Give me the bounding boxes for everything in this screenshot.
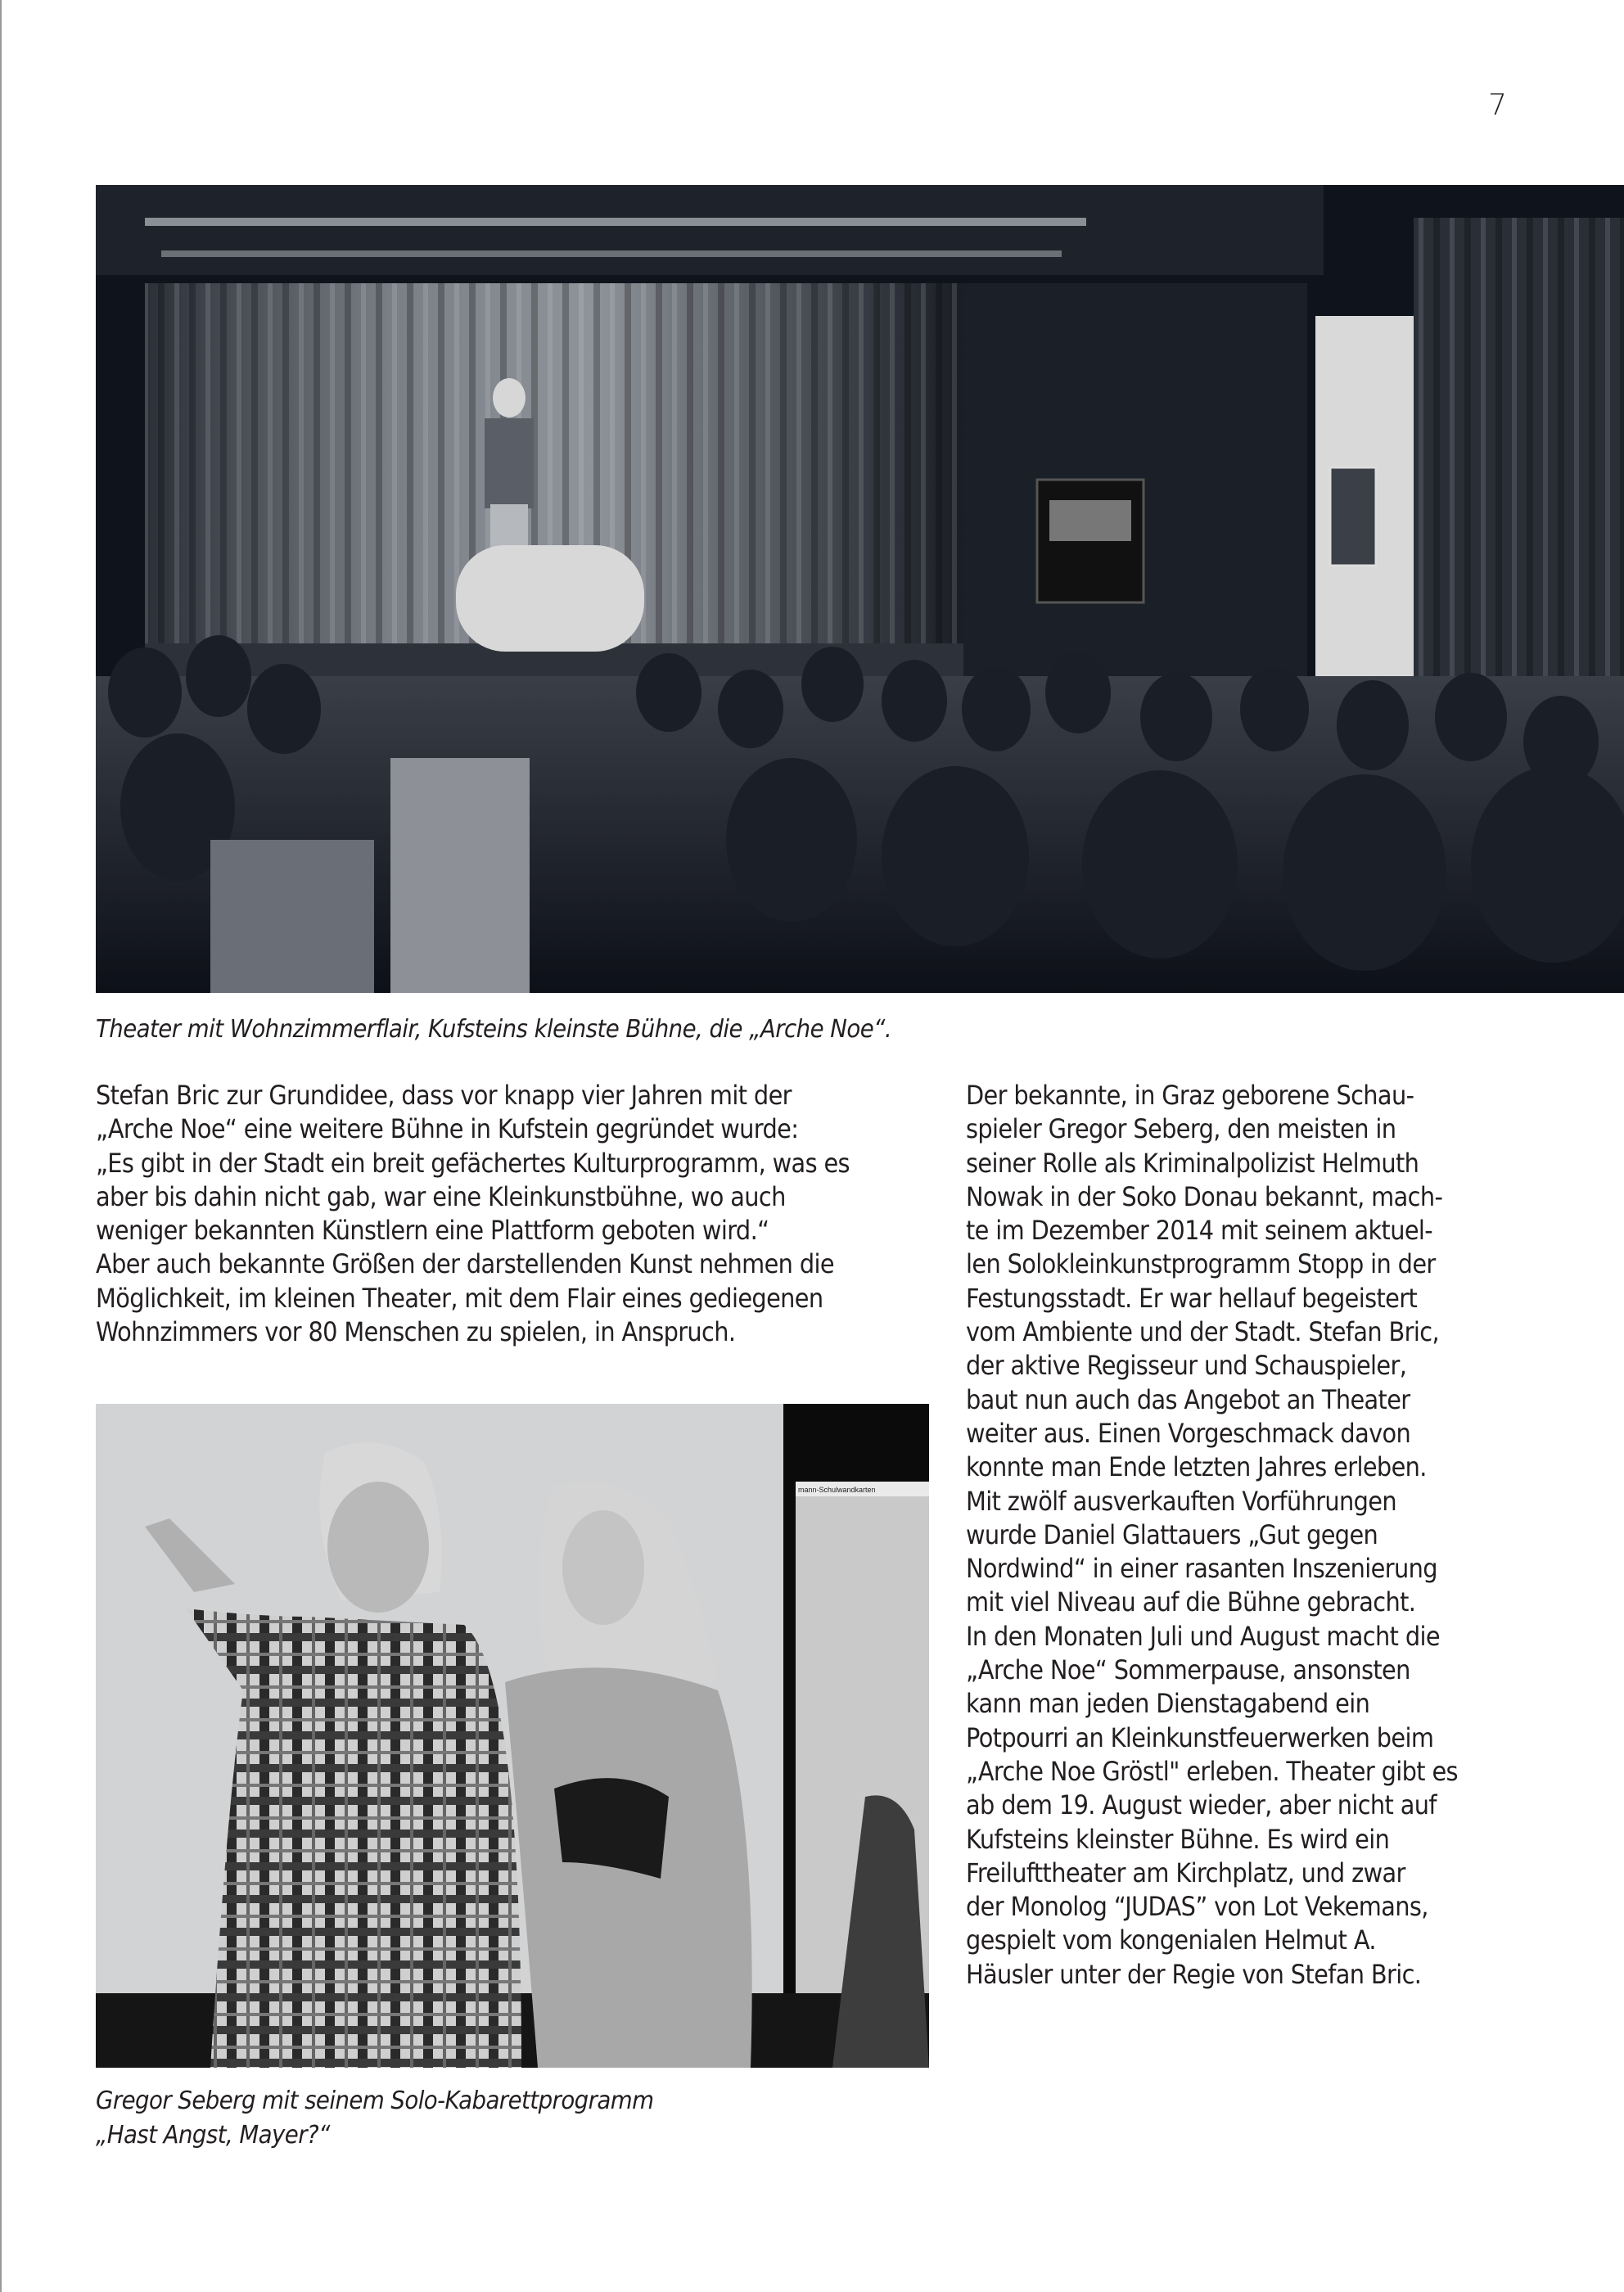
article-line: Häusler unter der Regie von Stefan Bric. <box>966 1958 1422 1990</box>
article-line: Kufsteins kleinster Bühne. Es wird ein <box>966 1823 1390 1855</box>
theater-photo-illustration <box>96 185 1624 993</box>
article-line: „Arche Noe“ Sommerpause, ansonsten <box>966 1654 1410 1686</box>
article-right-column <box>966 1079 1588 1992</box>
article-line: weniger bekannten Künstlern eine Plattform geboten wird.“ <box>96 1215 769 1247</box>
article-line: gespielt vom kongenialen Helmut A. <box>966 1924 1376 1956</box>
article-line: spieler Gregor Seberg, den meisten in <box>966 1113 1396 1145</box>
article-line: Aber auch bekannte Größen der darstellenden Kunst nehmen die <box>96 1248 834 1280</box>
article-line: Freilufttheater am Kirchplatz, und zwar <box>966 1857 1405 1888</box>
article-line: kann man jeden Dienstagabend ein <box>966 1688 1370 1720</box>
article-line: Wohnzimmers vor 80 Menschen zu spielen, in Anspruch. <box>96 1316 736 1348</box>
bottom-caption-line: „Hast Angst, Mayer?“ <box>96 2121 330 2150</box>
article-line: der Monolog “JUDAS” von Lot Vekemans, <box>966 1891 1428 1923</box>
bottom-caption-line: Gregor Seberg mit seinem Solo-Kabarettprogramm <box>96 2087 654 2115</box>
article-line: In den Monaten Juli und August macht die <box>966 1620 1440 1652</box>
page-edge <box>0 0 2 2292</box>
article-line: Der bekannte, in Graz geborene Schau- <box>966 1080 1414 1111</box>
article-left-column <box>96 1079 914 1349</box>
article-line: „Arche Noe“ eine weitere Bühne in Kufstein gegründet wurde: <box>96 1113 799 1145</box>
article-line: konnte man Ende letzten Jahres erleben. <box>966 1451 1427 1483</box>
sign-text: mann-Schulwandkarten <box>798 1486 876 1494</box>
actors-photo <box>96 1404 929 2068</box>
article-line: Nowak in der Soko Donau bekannt, mach- <box>966 1180 1443 1212</box>
article-line: seiner Rolle als Kriminalpolizist Helmuth <box>966 1147 1419 1179</box>
article-line: vom Ambiente und der Stadt. Stefan Bric, <box>966 1316 1439 1348</box>
article-line: weiter aus. Einen Vorgeschmack davon <box>966 1417 1411 1449</box>
article-line: ab dem 19. August wieder, aber nicht auf <box>966 1789 1437 1821</box>
article-line: wurde Daniel Glattauers „Gut gegen <box>966 1518 1378 1550</box>
article-line: mit viel Niveau auf die Bühne gebracht. <box>966 1586 1416 1618</box>
article-line: der aktive Regisseur und Schauspieler, <box>966 1350 1407 1382</box>
article-line: Möglichkeit, im kleinen Theater, mit dem Flair eines gediegenen <box>96 1282 823 1314</box>
article-line: „Arche Noe Gröstl" erleben. Theater gibt es <box>966 1755 1458 1787</box>
article-line: „Es gibt in der Stadt ein breit gefächertes Kulturprogramm, was es <box>96 1147 850 1179</box>
top-photo-caption: Theater mit Wohnzimmerflair, Kufsteins kleinste Bühne, die „Arche Noe“. <box>96 1015 892 1044</box>
article-line: aber bis dahin nicht gab, war eine Kleinkunstbühne, wo auch <box>96 1180 786 1212</box>
article-line: Potpourri an Kleinkunstfeuerwerken beim <box>966 1721 1434 1753</box>
actors-photo-illustration <box>96 1404 929 2068</box>
article-line: Stefan Bric zur Grundidee, dass vor knapp vier Jahren mit der <box>96 1080 792 1111</box>
article-line: te im Dezember 2014 mit seinem aktuel- <box>966 1215 1433 1247</box>
article-line: Nordwind“ in einer rasanten Inszenierung <box>966 1553 1437 1585</box>
page-number: 7 <box>1488 88 1507 122</box>
article-line: baut nun auch das Angebot an Theater <box>966 1383 1410 1415</box>
article-line: Mit zwölf ausverkauften Vorführungen <box>966 1485 1397 1517</box>
article-line: len Solokleinkunstprogramm Stopp in der <box>966 1248 1436 1280</box>
bottom-photo-caption <box>96 2084 849 2153</box>
theater-photo <box>96 185 1624 993</box>
article-line: Festungsstadt. Er war hellauf begeistert <box>966 1282 1418 1314</box>
